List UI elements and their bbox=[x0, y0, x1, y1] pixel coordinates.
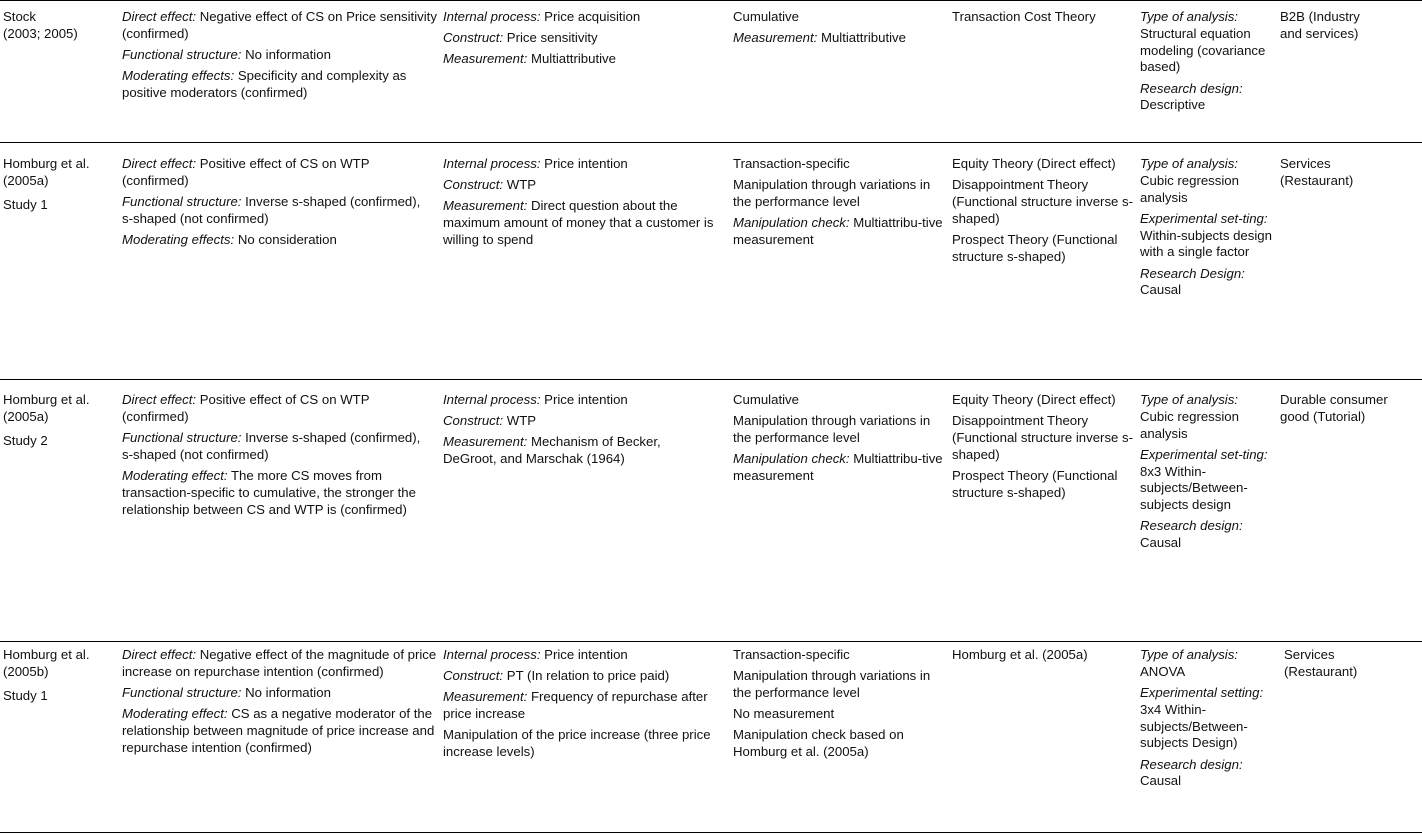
internal-process: Internal process: Price intention bbox=[443, 156, 628, 171]
cs-cell bbox=[733, 156, 945, 249]
analysis-type: Type of analysis: Cubic regression analysis bbox=[1140, 392, 1239, 441]
study-year: (2003; 2005) bbox=[3, 25, 78, 41]
research-design: Research design: Causal bbox=[1140, 518, 1243, 551]
context-cell: Durable consumer good (Tutorial) bbox=[1280, 392, 1388, 424]
context-cell: Services (Restaurant) bbox=[1280, 156, 1354, 188]
effects-cell bbox=[122, 156, 422, 249]
theory-item: Prospect Theory (Functional structure s-shaped) bbox=[952, 231, 1118, 264]
effects-cell bbox=[122, 9, 438, 102]
construct: Construct: Price sensitivity bbox=[443, 30, 598, 46]
cs-type: Transaction-specific bbox=[733, 156, 850, 171]
wtp-cell bbox=[443, 9, 727, 68]
theory-item: Equity Theory (Direct effect) bbox=[952, 156, 1116, 171]
study-cell bbox=[3, 392, 115, 449]
theory-cell bbox=[952, 156, 1138, 266]
theory-item: Equity Theory (Direct effect) bbox=[952, 392, 1116, 407]
method-cell bbox=[1140, 9, 1272, 114]
study-year: (2005a) bbox=[3, 408, 49, 424]
cs-type: Cumulative bbox=[733, 392, 799, 407]
cs-manipulation-check: Manipulation check: Multiattribu-tive measurement bbox=[733, 451, 943, 483]
functional-structure: Functional structure: No information bbox=[122, 46, 331, 62]
experimental-setting: Experimental setting: 3x4 Within-subjects/Between-subjects Design) bbox=[1140, 684, 1264, 751]
analysis-type: Type of analysis: ANOVA bbox=[1140, 647, 1238, 679]
study-year: (2005a) bbox=[3, 172, 49, 188]
method-cell bbox=[1140, 647, 1278, 790]
study-cell bbox=[3, 9, 115, 43]
study-author: Homburg et al. bbox=[3, 647, 90, 662]
study-author: Homburg et al. bbox=[3, 392, 90, 407]
theory-cell bbox=[952, 392, 1138, 502]
cs-cell bbox=[733, 9, 945, 47]
moderating-effects: Moderating effects: Specificity and complexity as positive moderators (confirmed) bbox=[122, 68, 407, 100]
direct-effect: Direct effect: Positive effect of CS on WTP (confirmed) bbox=[122, 156, 370, 188]
method-cell bbox=[1140, 156, 1272, 299]
direct-effect: Direct effect: Positive effect of CS on WTP (confirmed) bbox=[122, 392, 370, 424]
cs-manipulation: Manipulation through variations in the performance level bbox=[733, 177, 931, 209]
study-year: (2005b) bbox=[3, 663, 49, 679]
table-top-rule bbox=[0, 0, 1422, 1]
wtp-cell bbox=[443, 392, 727, 468]
construct: Construct: WTP bbox=[443, 177, 537, 193]
construct: Construct: WTP bbox=[443, 413, 537, 429]
moderating-effects: Moderating effect: CS as a negative moderator of the relationship between magnitude of price increase and repurchase intention (confirmed) bbox=[122, 706, 435, 755]
internal-process: Internal process: Price acquisition bbox=[443, 9, 641, 24]
study-author: Stock bbox=[3, 9, 36, 24]
moderating-effects: Moderating effects: No consideration bbox=[122, 231, 337, 247]
functional-structure: Functional structure: No information bbox=[122, 684, 331, 700]
wtp-cell bbox=[443, 647, 727, 761]
cs-type: Transaction-specific bbox=[733, 647, 850, 662]
effects-cell bbox=[122, 647, 438, 757]
theory-item: Homburg et al. (2005a) bbox=[952, 647, 1088, 662]
theory-cell bbox=[952, 647, 1138, 664]
research-design: Research design: Descriptive bbox=[1140, 80, 1243, 113]
study-label: Study 1 bbox=[3, 196, 48, 212]
internal-process: Internal process: Price intention bbox=[443, 647, 628, 662]
theory-item: Prospect Theory (Functional structure s-shaped) bbox=[952, 467, 1118, 500]
measurement: Measurement: Direct question about the maximum amount of money that a customer is willing to spend bbox=[443, 198, 714, 247]
cs-type: Cumulative bbox=[733, 9, 799, 24]
cs-manipulation-check: Manipulation check: Multiattribu-tive measurement bbox=[733, 215, 943, 247]
study-cell bbox=[3, 156, 115, 213]
functional-structure: Functional structure: Inverse s-shaped (confirmed), s-shaped (not confirmed) bbox=[122, 193, 421, 226]
research-design: Research design: Causal bbox=[1140, 756, 1243, 789]
cs-cell bbox=[733, 392, 945, 485]
cs-measurement: No measurement bbox=[733, 706, 835, 722]
theory-cell bbox=[952, 9, 1138, 26]
measurement: Measurement: Multiattributive bbox=[443, 51, 616, 67]
cs-measurement: Measurement: Multiattributive bbox=[733, 30, 906, 46]
measurement: Measurement: Mechanism of Becker, DeGroot, and Marschak (1964) bbox=[443, 434, 661, 467]
table-bottom-rule bbox=[0, 832, 1422, 833]
effects-cell bbox=[122, 392, 422, 518]
measurement: Measurement: Frequency of repurchase after price increase bbox=[443, 689, 708, 722]
cs-manipulation-check: Manipulation check based on Homburg et al. (2005a) bbox=[733, 727, 904, 760]
study-label: Study 1 bbox=[3, 687, 48, 703]
row-divider bbox=[0, 142, 1422, 143]
price-manipulation: Manipulation of the price increase (three price increase levels) bbox=[443, 727, 711, 760]
experimental-setting: Experimental set-ting: Within-subjects design with a single factor bbox=[1140, 210, 1272, 260]
theory-item: Disappointment Theory (Functional structure inverse s-shaped) bbox=[952, 177, 1134, 226]
method-cell bbox=[1140, 392, 1272, 552]
cs-cell bbox=[733, 647, 945, 761]
experimental-setting: Experimental set-ting: 8x3 Within-subjects/Between-subjects design bbox=[1140, 446, 1268, 513]
theory-item: Disappointment Theory (Functional structure inverse s-shaped) bbox=[952, 413, 1134, 462]
cs-manipulation: Manipulation through variations in the performance level bbox=[733, 668, 931, 700]
context-cell: Services (Restaurant) bbox=[1284, 647, 1358, 679]
row-divider bbox=[0, 641, 1422, 642]
internal-process: Internal process: Price intention bbox=[443, 392, 628, 407]
functional-structure: Functional structure: Inverse s-shaped (confirmed), s-shaped (not confirmed) bbox=[122, 429, 421, 462]
construct: Construct: PT (In relation to price paid) bbox=[443, 668, 670, 684]
row-divider bbox=[0, 379, 1422, 380]
study-cell bbox=[3, 647, 115, 704]
direct-effect: Direct effect: Negative effect of CS on Price sensitivity (confirmed) bbox=[122, 9, 437, 41]
moderating-effects: Moderating effect: The more CS moves from transaction-specific to cumulative, the stronger the relationship between CS and WTP is (confirmed) bbox=[122, 467, 416, 517]
research-design: Research Design: Causal bbox=[1140, 265, 1245, 298]
study-label: Study 2 bbox=[3, 432, 48, 448]
study-author: Homburg et al. bbox=[3, 156, 90, 171]
direct-effect: Direct effect: Negative effect of the magnitude of price increase on repurchase intention (confirmed) bbox=[122, 647, 437, 679]
analysis-type: Type of analysis: Structural equation modeling (covariance based) bbox=[1140, 9, 1266, 75]
context-cell: B2B (Industry and services) bbox=[1280, 9, 1360, 41]
cs-manipulation: Manipulation through variations in the performance level bbox=[733, 413, 931, 445]
wtp-cell bbox=[443, 156, 727, 249]
analysis-type: Type of analysis: Cubic regression analysis bbox=[1140, 156, 1239, 205]
theory-item: Transaction Cost Theory bbox=[952, 9, 1096, 24]
